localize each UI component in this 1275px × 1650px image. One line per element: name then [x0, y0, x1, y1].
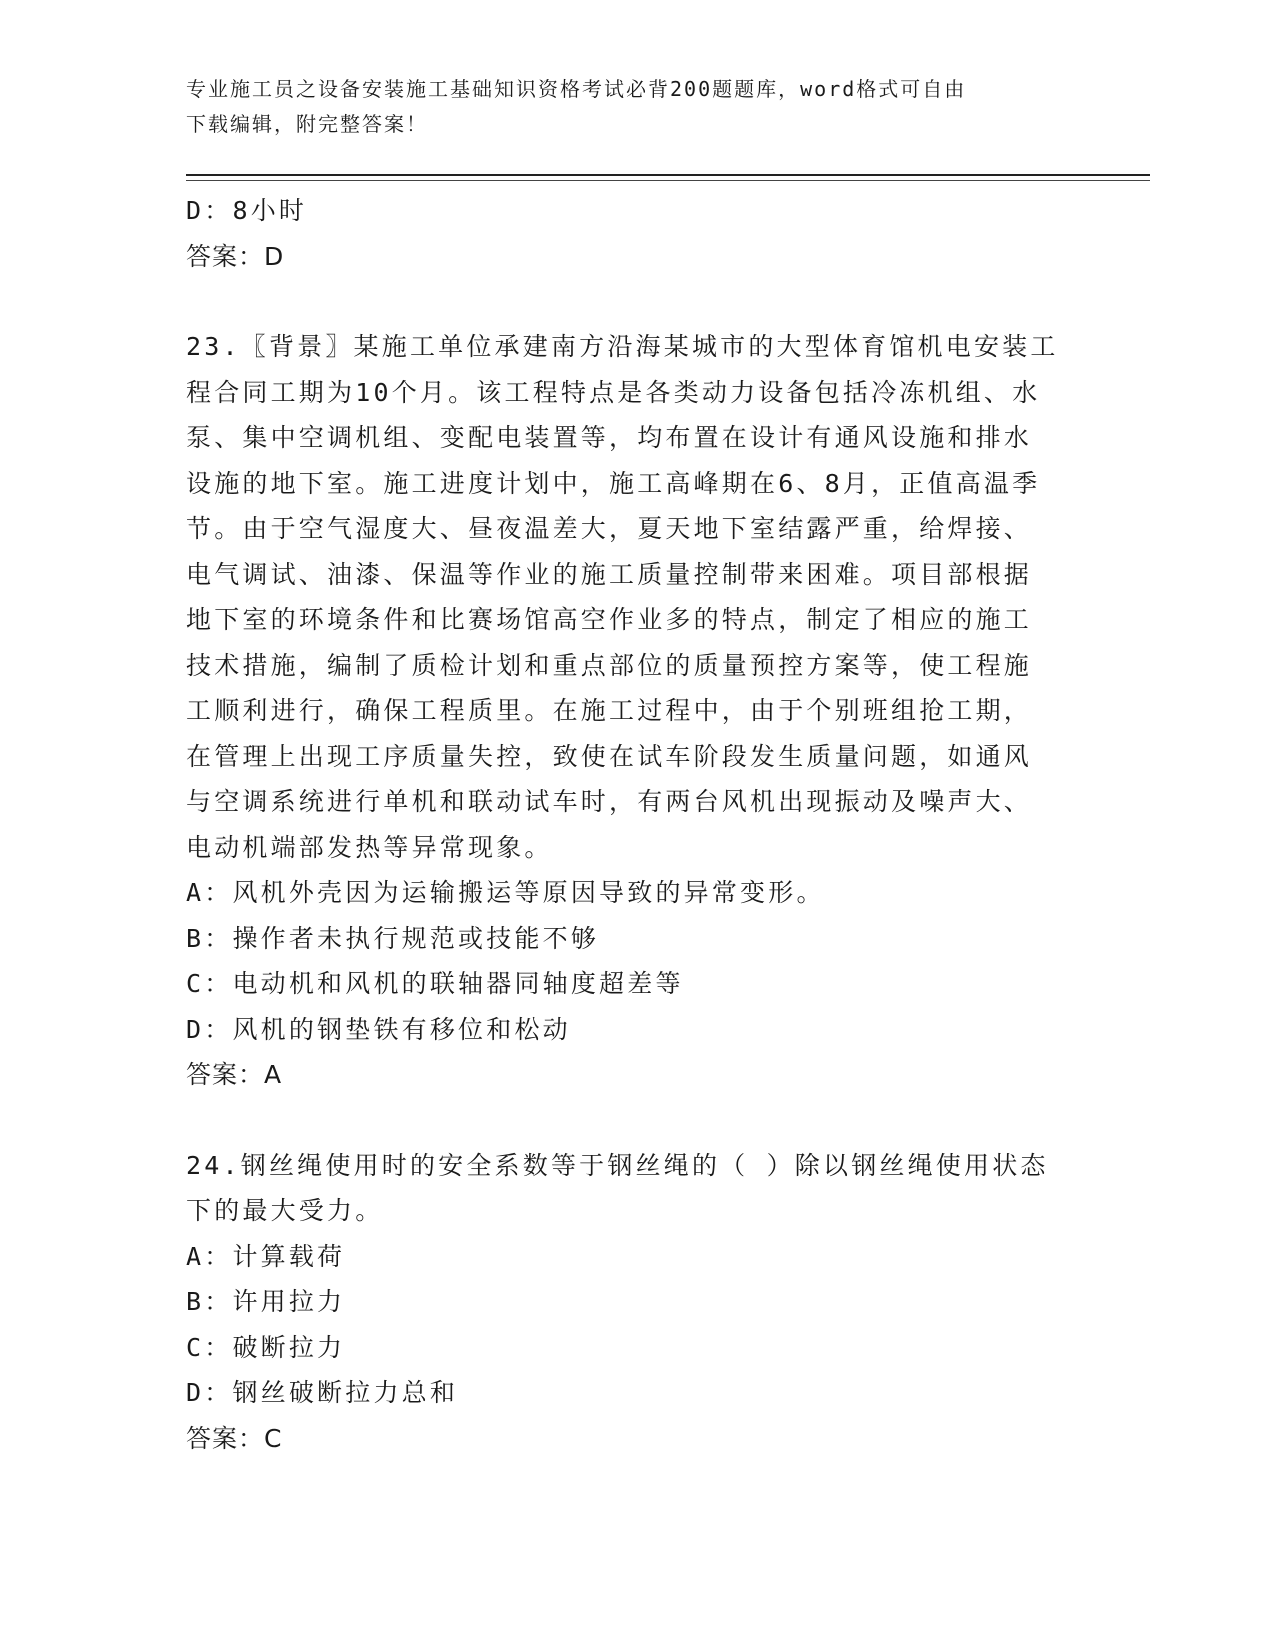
q24-option-c: C：破断拉力	[186, 1332, 346, 1362]
q23-option-d: D：风机的钢垫铁有移位和松动	[186, 1014, 571, 1044]
q23-option-b: B：操作者未执行规范或技能不够	[186, 923, 600, 953]
q23-line: 电气调试、油漆、保温等作业的施工质量控制带来困难。项目部根据	[186, 559, 1033, 589]
q23-line: 23.〖背景〗某施工单位承建南方沿海某城市的大型体育馆机电安装工	[186, 332, 1059, 361]
spacer	[186, 279, 1086, 324]
q23-line: 技术措施，编制了质检计划和重点部位的质量预控方案等，使工程施	[186, 650, 1033, 680]
q24-option-d: D：钢丝破断拉力总和	[186, 1378, 459, 1407]
q23-line: 工顺利进行，确保工程质里。在施工过程中，由于个别班组抢工期，	[186, 696, 1033, 725]
q23-line: 与空调系统进行单机和联动试车时，有两台风机出现振动及噪声大、	[186, 787, 1033, 816]
question-23	[186, 324, 1086, 1098]
prev-answer: 答案：D	[186, 241, 285, 271]
header-line-2: 下载编辑，附完整答案！	[186, 112, 428, 136]
header-divider-thin	[186, 180, 1150, 181]
document-header	[186, 72, 1066, 142]
q23-option-a: A：风机外壳因为运输搬运等原因导致的异常变形。	[186, 878, 825, 907]
q23-line: 节。由于空气湿度大、昼夜温差大，夏天地下室结露严重，给焊接、	[186, 514, 1033, 543]
q23-option-c: C：电动机和风机的联轴器同轴度超差等	[186, 969, 684, 998]
q23-line: 地下室的环境条件和比赛场馆高空作业多的特点，制定了相应的施工	[186, 605, 1033, 634]
q24-option-a: A：计算载荷	[186, 1241, 346, 1271]
q23-answer: 答案：A	[186, 1060, 283, 1089]
prev-option-d: D：8小时	[186, 196, 308, 225]
q23-line: 设施的地下室。施工进度计划中，施工高峰期在6、8月，正值高温季	[186, 468, 1041, 498]
q23-line: 程合同工期为10个月。该工程特点是各类动力设备包括冷冻机组、水	[186, 377, 1041, 407]
document-body	[186, 188, 1086, 1461]
q24-answer: 答案：C	[186, 1423, 283, 1453]
q23-line: 泵、集中空调机组、变配电装置等，均布置在设计有通风设施和排水	[186, 423, 1033, 452]
q24-line: 下的最大受力。	[186, 1196, 384, 1225]
q24-option-b: B：许用拉力	[186, 1287, 346, 1316]
q23-line: 在管理上出现工序质量失控，致使在试车阶段发生质量问题，如通风	[186, 741, 1033, 771]
q24-line: 24.钢丝绳使用时的安全系数等于钢丝绳的（ ）除以钢丝绳使用状态	[186, 1150, 1049, 1180]
header-line-1: 专业施工员之设备安装施工基础知识资格考试必背200题题库，word格式可自由	[186, 77, 967, 101]
header-divider-thick	[186, 174, 1150, 176]
spacer	[186, 1098, 1086, 1143]
question-24	[186, 1143, 1086, 1462]
q23-line: 电动机端部发热等异常现象。	[186, 832, 553, 862]
